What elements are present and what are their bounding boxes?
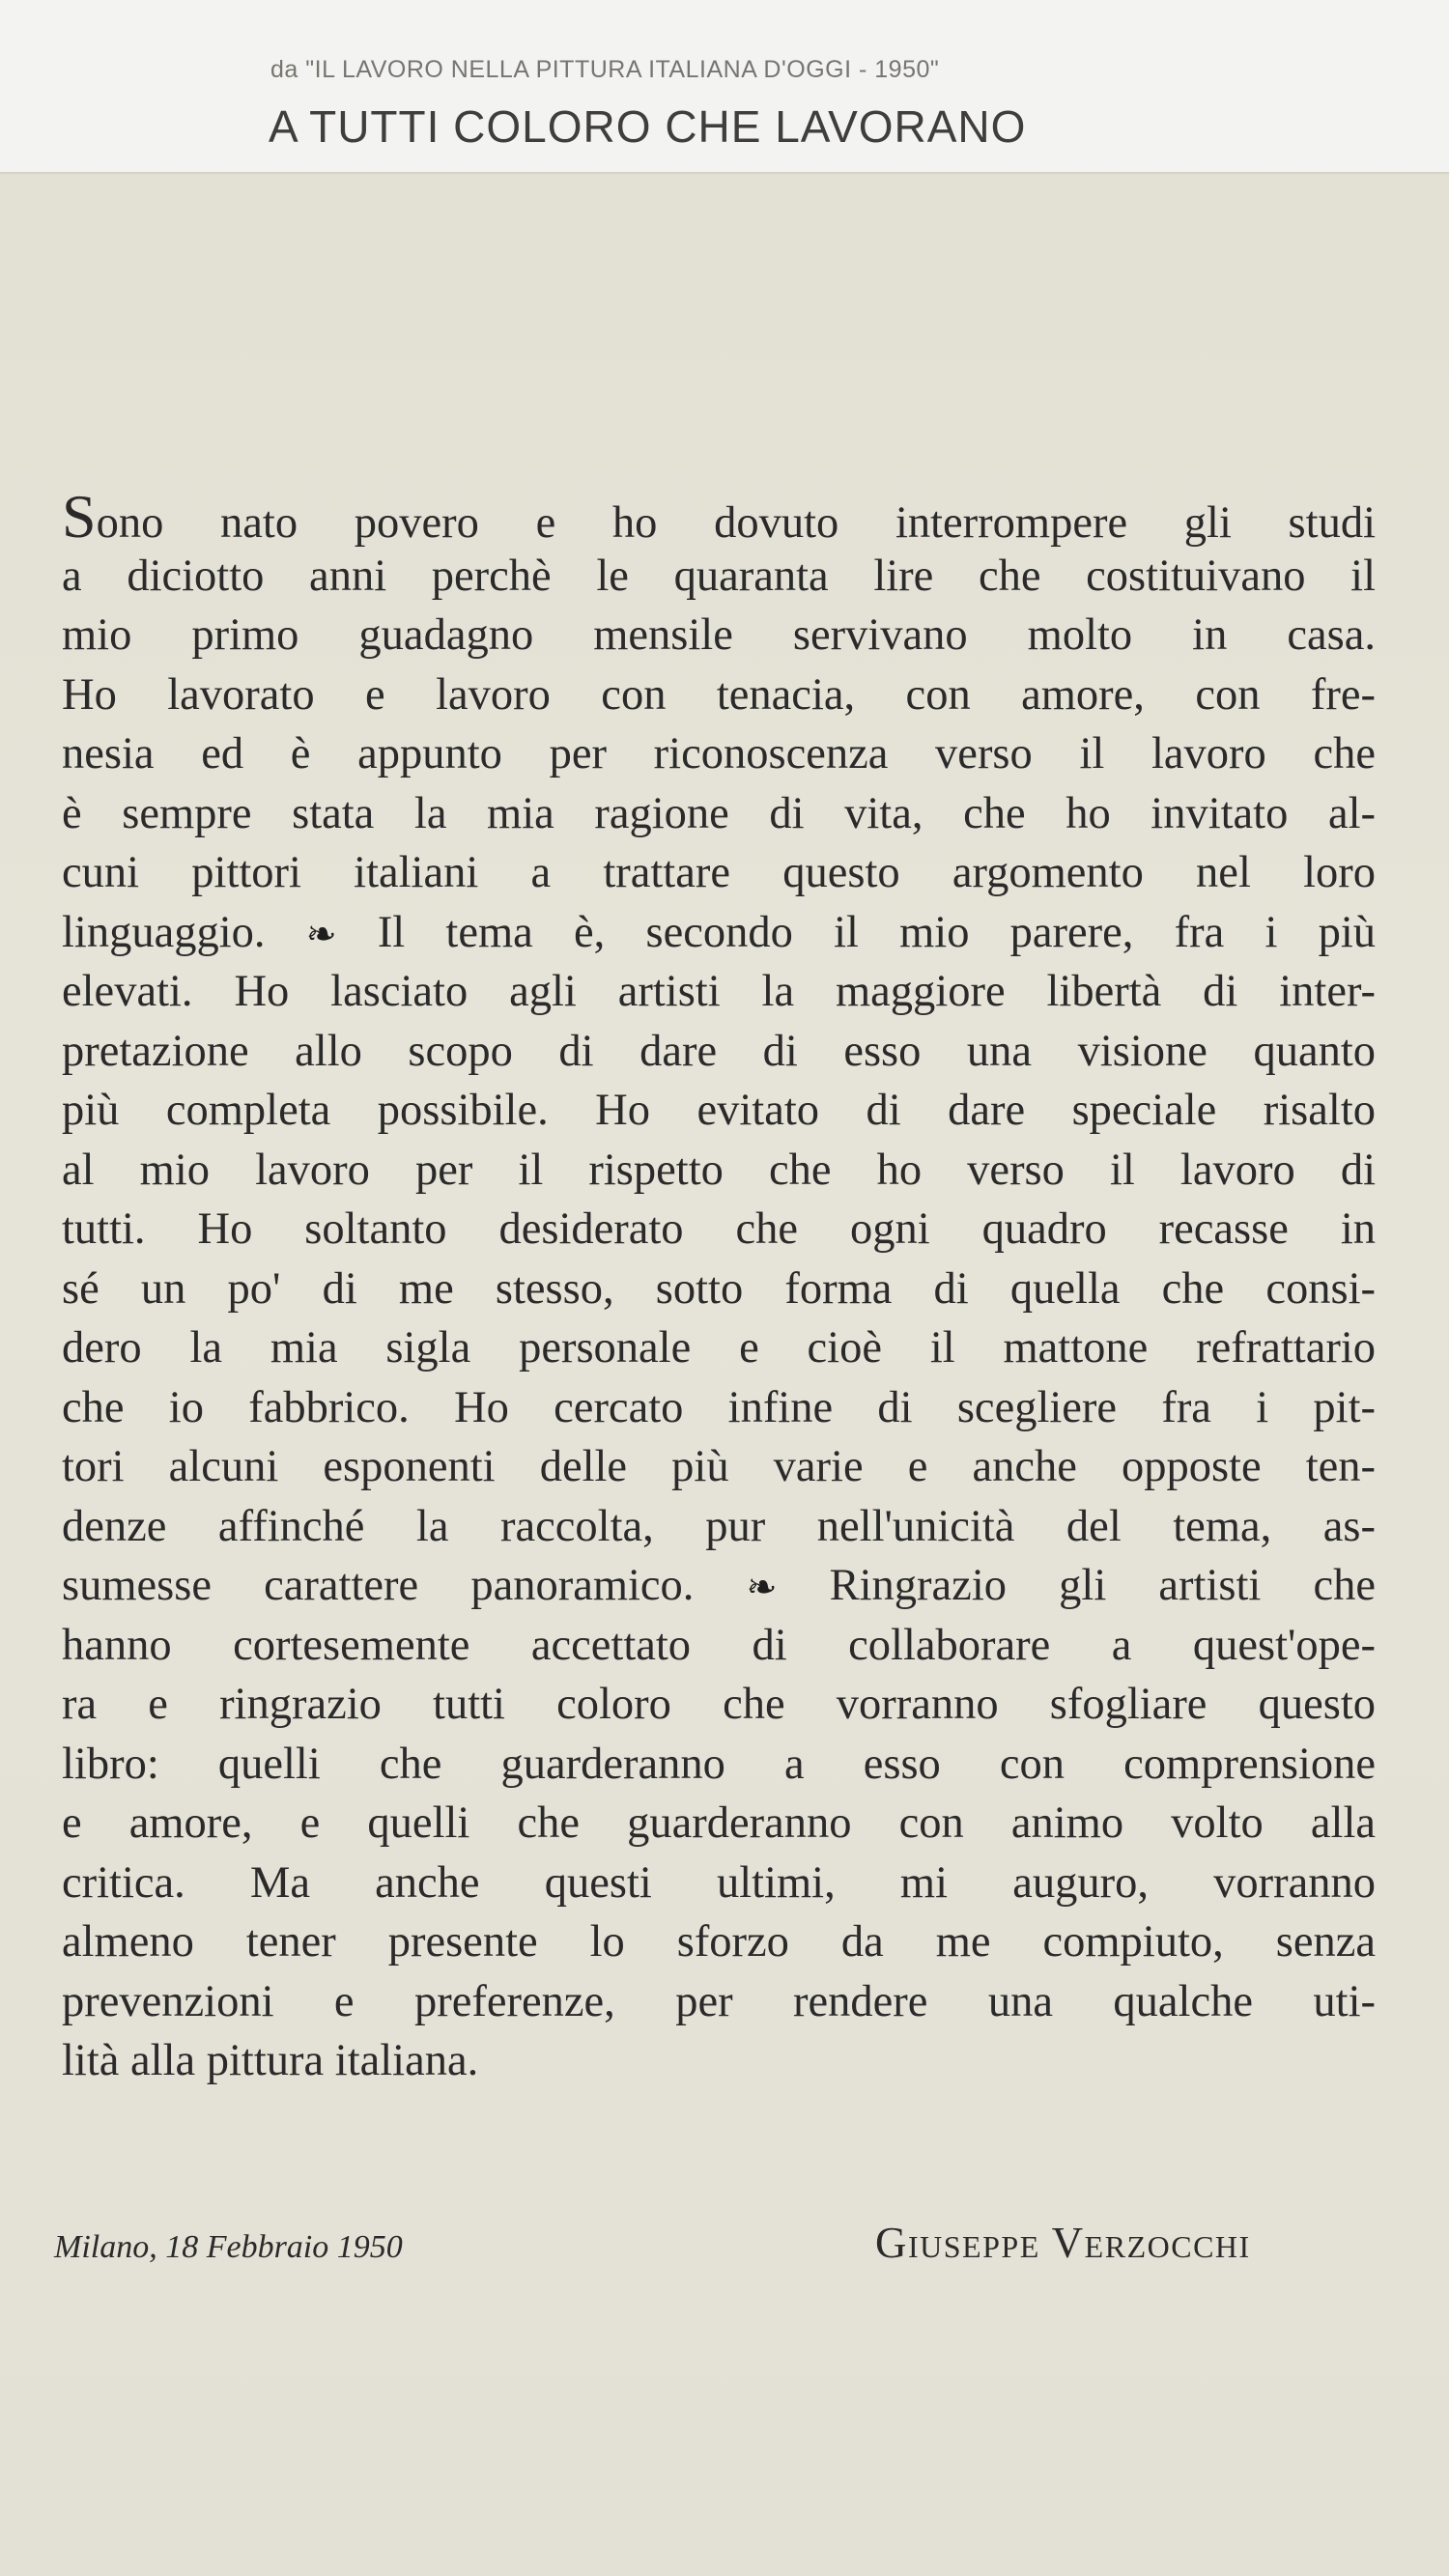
header-band (0, 0, 1449, 174)
text-line: e amore, e quelli che guarderanno con animo volto alla (62, 1798, 1376, 1848)
text-line: al mio lavoro per il rispetto che ho verso il lavoro di (62, 1145, 1376, 1195)
text-line: tori alcuni esponenti delle più varie e anche opposte ten- (62, 1442, 1376, 1491)
text-line: ra e ringrazio tutti coloro che vorranno sfogliare questo (62, 1680, 1376, 1729)
text-line: libro: quelli che guarderanno a esso con comprensione (62, 1739, 1376, 1789)
text-line: tutti. Ho soltanto desiderato che ogni quadro recasse in (62, 1204, 1376, 1254)
text-line-content: Ringrazio gli artisti che (829, 1561, 1376, 1610)
body-paragraph (62, 482, 1377, 2091)
text-line-content: Il tema è, secondo il mio parere, fra i più (377, 907, 1377, 957)
text-line: pretazione allo scopo di dare di esso una visione quanto (62, 1026, 1376, 1076)
text-line: mio primo guadagno mensile servivano molto in casa. (62, 610, 1376, 660)
text-line-content: sumesse carattere panoramico. (62, 1561, 695, 1610)
text-line: prevenzioni e preferenze, per rendere una qualche uti- (62, 1976, 1376, 2026)
text-line: nesia ed è appunto per riconoscenza verso il lavoro che (62, 729, 1376, 778)
fleuron-ornament-icon: ❧ (305, 914, 337, 955)
author-signature: Giuseppe Verzocchi (875, 2219, 1251, 2267)
fleuron-ornament-icon: ❧ (746, 1568, 778, 1608)
text-line: sé un po' di me stesso, sotto forma di quella che consi- (62, 1263, 1376, 1314)
text-line: è sempre stata la mia ragione di vita, che ho invitato al- (62, 788, 1376, 838)
text-line: dero la mia sigla personale e cioè il mattone refrattario (62, 1323, 1376, 1373)
page-title: A TUTTI COLORO CHE LAVORANO (269, 101, 1027, 152)
text-line: Ho lavorato e lavoro con tenacia, con amore, con fre- (62, 669, 1376, 720)
text-line: elevati. Ho lasciato agli artisti la maggiore libertà di inter- (62, 967, 1376, 1016)
text-line (62, 1556, 1376, 1616)
text-line: a diciotto anni perchè le quaranta lire che costituivano il (62, 551, 1376, 601)
place-date: Milano, 18 Febbraio 1950 (54, 2229, 403, 2265)
text-line (62, 903, 1376, 963)
drop-cap: S (62, 482, 97, 551)
text-line-content: linguaggio. (62, 907, 266, 957)
text-line: che io fabbrico. Ho cercato infine di scegliere fra i pit- (62, 1382, 1376, 1432)
text-line: critica. Ma anche questi ultimi, mi auguro, vorranno (62, 1857, 1376, 1908)
text-line: denze affinché la raccolta, pur nell'unicità del tema, as- (62, 1501, 1376, 1551)
text-line: almeno tener presente lo sforzo da me compiuto, senza (62, 1917, 1376, 1967)
text-line: più completa possibile. Ho evitato di dare speciale risalto (62, 1086, 1376, 1135)
text-line: hanno cortesemente accettato di collaborare a quest'ope- (62, 1620, 1376, 1670)
text-line-content: ono nato povero e ho dovuto interrompere gli studi (96, 498, 1376, 548)
text-line (62, 482, 1376, 551)
source-caption: da "IL LAVORO NELLA PITTURA ITALIANA D'OGGI - 1950" (270, 56, 940, 83)
text-line: cuni pittori italiani a trattare questo argomento nel loro (62, 848, 1376, 897)
text-line: lità alla pittura italiana. (62, 2036, 479, 2085)
